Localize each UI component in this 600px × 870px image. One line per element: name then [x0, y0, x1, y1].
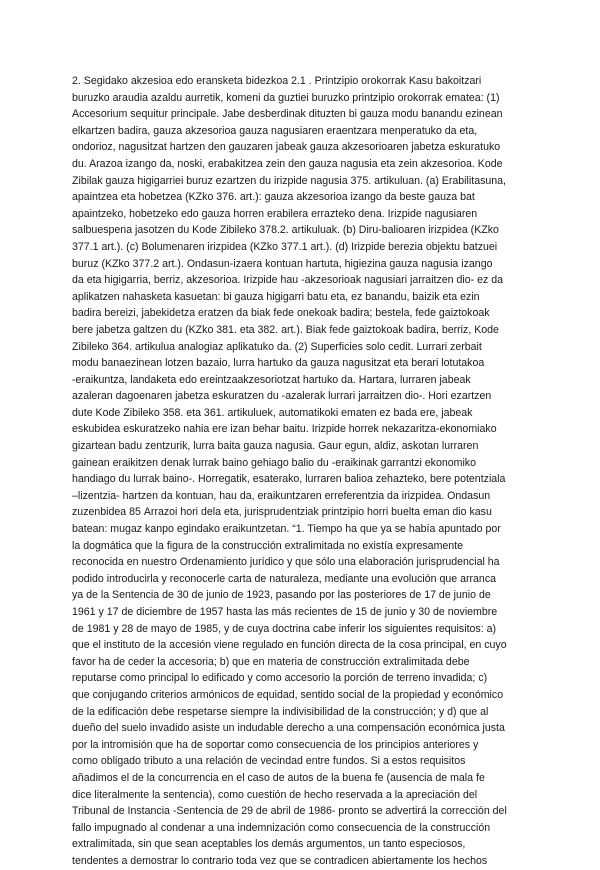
text-line: apaintzeko, hobetzeko edo gauza horren erabilera errazteko dena. Irizpide nagusiaren — [72, 207, 478, 220]
text-line: zuzenbideа 85 Arrazoi hori dela eta, jurisprudentziak printzipio horri bueltа eman dio kasu — [72, 506, 492, 519]
text-line: azaleran dagoenaren jabetza eskuratzen du -azalerak lurrari jarraitzen dio-. Hori ezartzen — [72, 390, 492, 403]
text-line: extralimitada, sin que sean aceptables los demás argumentos, un tanto especiosos, — [72, 838, 466, 851]
text-line: ondorioz, nagusitzat hartzen den gauzaren jabeak gauza akzesorioaren jabetza eskuratuko — [72, 141, 501, 154]
text-line: handiago du lurrak baino-. Horregatik, esaterako, lurraren balioa zehazteko, bere potentziala — [72, 473, 506, 486]
text-line: 2. Segidako akzesioa edo eransketa bidezkoa 2.1 . Printzipio orokorrak Kasu bakoitzari — [72, 75, 482, 87]
text-line: eskubidea eskuratzeko nahia ere izan behar baitu. Irizpide horrek nekazaritza-ekonomiako — [72, 423, 497, 436]
text-line: aplikatzen nahasketa kasuetan: bi gauza higigarri batu eta, ez banandu, baizik eta ezin — [72, 290, 480, 303]
text-line: podido introducirla y reconocerle carta de naturaleza, mediante una evolución que arranca — [72, 572, 497, 585]
text-line: gizartean badu zentzurik, lurra baita gauza nagusia. Gaur egun, aldiz, askotan lurraren — [72, 440, 479, 453]
text-line: dute Kode Zibileko 358. eta 361. artikuluek, automatikoki ematen ez bada ere, jabeak — [72, 406, 473, 419]
document-body — [72, 73, 528, 870]
text-line: añadimos el de la concurrencia en el caso de autos de la buena fe (ausencia de mala fe — [72, 771, 485, 784]
text-line: 1961 y 17 de diciembre de 1957 hasta las más recientes de 15 de junio y 30 de noviembre — [72, 606, 498, 618]
text-line: tendentes a demostrar lo contrario toda vez que se contradicen abiertamente los hechos — [72, 854, 488, 867]
text-line: du. Arazoa izango da, noski, erabakitzea zein den gauza nagusia eta zein akzesorioa. Kode — [72, 157, 503, 170]
text-line: batean: mugaz kanpo egindako eraikuntzetan. “1. Tiempo ha que ya se había apuntado por — [72, 523, 501, 536]
text-line: da eta higigarria, berriz, akzesorioa. Irizpide hau -akzesorioak nagusiari jarraitzen dio- ez da — [72, 274, 504, 287]
text-line: gainean eraikitzen denak lurrak baino gehiago balio du -eraikinak garrantzi ekonomiko — [72, 456, 476, 469]
text-line: 377.1 art.). (c) Bolumenaren irizpidea (KZko 377.1 art.). (d) Irizpide berezia objektu batzuei — [72, 240, 498, 253]
text-line: de 1981 y 28 de mayo de 1985, y de cuya doctrina cabe inferir los siguientes requisitos: a) — [72, 622, 497, 635]
text-line: que conjugando criterios armónicos de equidad, sentido social de la propiedad y económico — [72, 688, 504, 701]
text-line: salbuespena jasotzen du Kode Zibileko 378.2. artikuluak. (b) Diru-balioaren irizpidea (KZko — [72, 224, 499, 237]
text-line: que el instituto de la accesión viene regulado en función directa de la cosa principal, en cuyo — [72, 639, 507, 652]
text-line: fallo impugnado al condenar a una indemnización como consecuencia de la construcción — [72, 821, 491, 834]
text-line: Accesorium sequitur principale. Jabe desberdinak dituzten bi gauza modu banandu ezinean — [72, 108, 503, 121]
text-line: apaintzea eta hobetzea (KZko 376. art.): gauza akzesorioa izango da beste gauza bat — [72, 191, 475, 204]
text-line: la dogmática que la figura de la construcción extralimitada no existía expresamente — [72, 539, 464, 552]
text-line: Zibilak gauza higigarriei buruz ezartzen du irizpide nagusia 375. artikuluan. (a) Erabilitasuna, — [72, 174, 506, 187]
text-line: ya de la Sentencia de 30 de junio de 1923, pasando por las posteriores de 17 de junio de — [72, 589, 491, 602]
text-line: elkartzen badira, gauza akzesorioa gauza nagusiaren eraentzara menperatuko da eta, — [72, 124, 478, 137]
text-line: dice literalmente la sentencia), como cuestión de hecho reservada a la apreciación del — [72, 788, 478, 801]
text-line: reputarse como principal lo edificado y como accesorio la porción de terreno invadida; c) — [72, 672, 488, 685]
text-line: buruz (KZko 377.2 art.). Ondasun-izaera kontuan hartuta, higiezina gauza nagusia izango — [72, 257, 493, 270]
text-line: bere jabetza galtzen du (KZko 381. eta 382. art.). Biak fede gaiztokoak badira, berriz, Kode — [72, 323, 499, 336]
text-line: como obligado tributo a una relación de vecindad entre fundos. Si a estos requisitos — [72, 755, 466, 768]
text-line: badira bereizi, jabekidetza eratzen da biak fede onekoak badira; bestela, fede gaiztokoak — [72, 307, 490, 320]
text-line: Zibileko 364. artikulua analogiaz aplikatuko da. (2) Superficies solo cedit. Lurrari zerbait — [72, 340, 482, 353]
text-line: Tribunal de Instancia -Sentencia de 29 de abril de 1986- pronto se advertirá la corrección del — [72, 805, 507, 818]
text-line: modu banaezinean lotzen bazaio, lurra hartuko da gauza nagusitzat eta berari lotutakoa — [72, 357, 485, 370]
text-line: –lizentzia- hartzen da kontuan, hau da, eraikuntzaren erreferentzia da irizpidea. Ondasun — [72, 489, 491, 502]
text-line: dueño del suelo invadido asiste un indudable derecho a una compensación económica justa — [72, 722, 505, 735]
text-line: reconocida en nuestro Ordenamiento jurídico y que sólo una elaboración jurisprudencial ha — [72, 556, 500, 569]
text-line: -eraikuntza, landaketa edo ereintzaakzesoriotzat hartuko da. Hartara, lurraren jabeak — [72, 373, 471, 386]
text-line: favor ha de ceder la accesoria; b) que en materia de construcción extralimitada debe — [72, 655, 470, 668]
text-line: buruzko araudia azaldu aurretik, komeni da guztiei buruzko printzipio orokorrak ematea: (1) — [72, 91, 500, 104]
text-line: de la edificación debe respetarse siempre la indivisibilidad de la construcción; y d) que al — [72, 705, 489, 718]
text-line: por la intromisión que ha de soportar como consecuencia de los principios anteriores y — [72, 738, 479, 751]
